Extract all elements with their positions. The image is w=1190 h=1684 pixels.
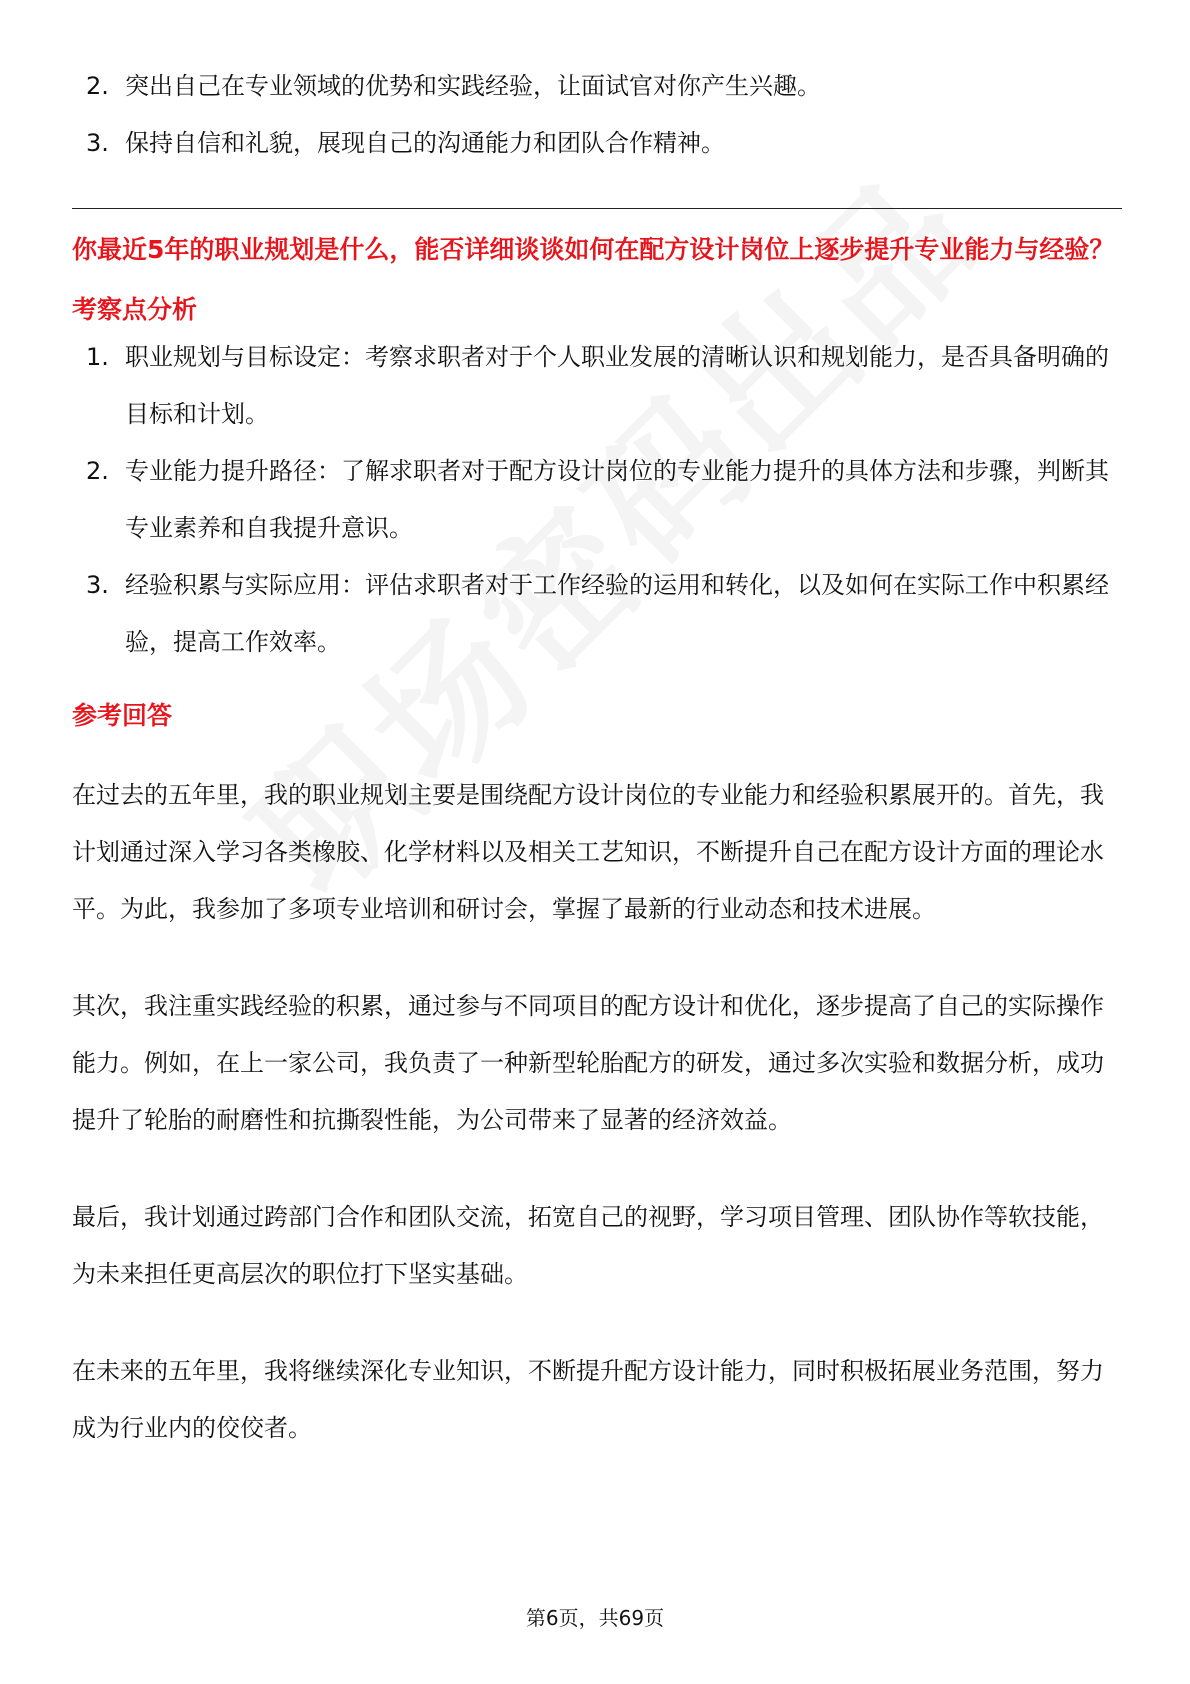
list-item [72, 443, 1122, 557]
list-item-text: 专业能力提升路径：了解求职者对于配方设计岗位的专业能力提升的具体方法和步骤，判断其专业素养和自我提升意识。 [125, 457, 1109, 542]
list-item [72, 115, 1122, 172]
question-heading: 你最近5年的职业规划是什么，能否详细谈谈如何在配方设计岗位上逐步提升专业能力与经验？ [72, 235, 1115, 264]
list-item [72, 58, 1122, 115]
list-item [72, 329, 1122, 443]
list-item-number: 2. [86, 72, 109, 100]
list-item-text: 职业规划与目标设定：考察求职者对于个人职业发展的清晰认识和规划能力，是否具备明确的目标和计划。 [125, 343, 1109, 428]
list-item-text: 突出自己在专业领域的优势和实践经验，让面试官对你产生兴趣。 [125, 72, 821, 100]
page-content [72, 58, 1122, 1457]
tips-list [72, 58, 1122, 172]
list-item-number: 3. [86, 129, 109, 157]
list-item [72, 557, 1122, 671]
answer-paragraph: 最后，我计划通过跨部门合作和团队交流，拓宽自己的视野，学习项目管理、团队协作等软技能，为未来担任更高层次的职位打下坚实基础。 [72, 1203, 1104, 1288]
list-item-text: 经验积累与实际应用：评估求职者对于工作经验的运用和转化，以及如何在实际工作中积累经验，提高工作效率。 [125, 571, 1109, 656]
answer-paragraph: 在未来的五年里，我将继续深化专业知识，不断提升配方设计能力，同时积极拓展业务范围，努力成为行业内的佼佼者。 [72, 1357, 1104, 1442]
answer-paragraph: 在过去的五年里，我的职业规划主要是围绕配方设计岗位的专业能力和经验积累展开的。首先，我计划通过深入学习各类橡胶、化学材料以及相关工艺知识，不断提升自己在配方设计方面的理论水平。为此，我参加了多项专业培训和研讨会，掌握了最新的行业动态和技术进展。 [72, 781, 1104, 923]
list-item-number: 3. [86, 571, 109, 599]
page-footer: 第6页，共69页 [525, 1606, 665, 1630]
list-item-number: 2. [86, 457, 109, 485]
analysis-heading: 考察点分析 [72, 295, 198, 324]
list-item-text: 保持自信和礼貌，展现自己的沟通能力和团队合作精神。 [125, 129, 725, 157]
analysis-list [72, 329, 1122, 671]
answer-heading: 参考回答 [72, 701, 173, 730]
section-divider [72, 208, 1122, 209]
list-item-number: 1. [86, 343, 109, 371]
answer-paragraph: 其次，我注重实践经验的积累，通过参与不同项目的配方设计和优化，逐步提高了自己的实际操作能力。例如，在上一家公司，我负责了一种新型轮胎配方的研发，通过多次实验和数据分析，成功提升了轮胎的耐磨性和抗撕裂性能，为公司带来了显著的经济效益。 [72, 992, 1104, 1134]
